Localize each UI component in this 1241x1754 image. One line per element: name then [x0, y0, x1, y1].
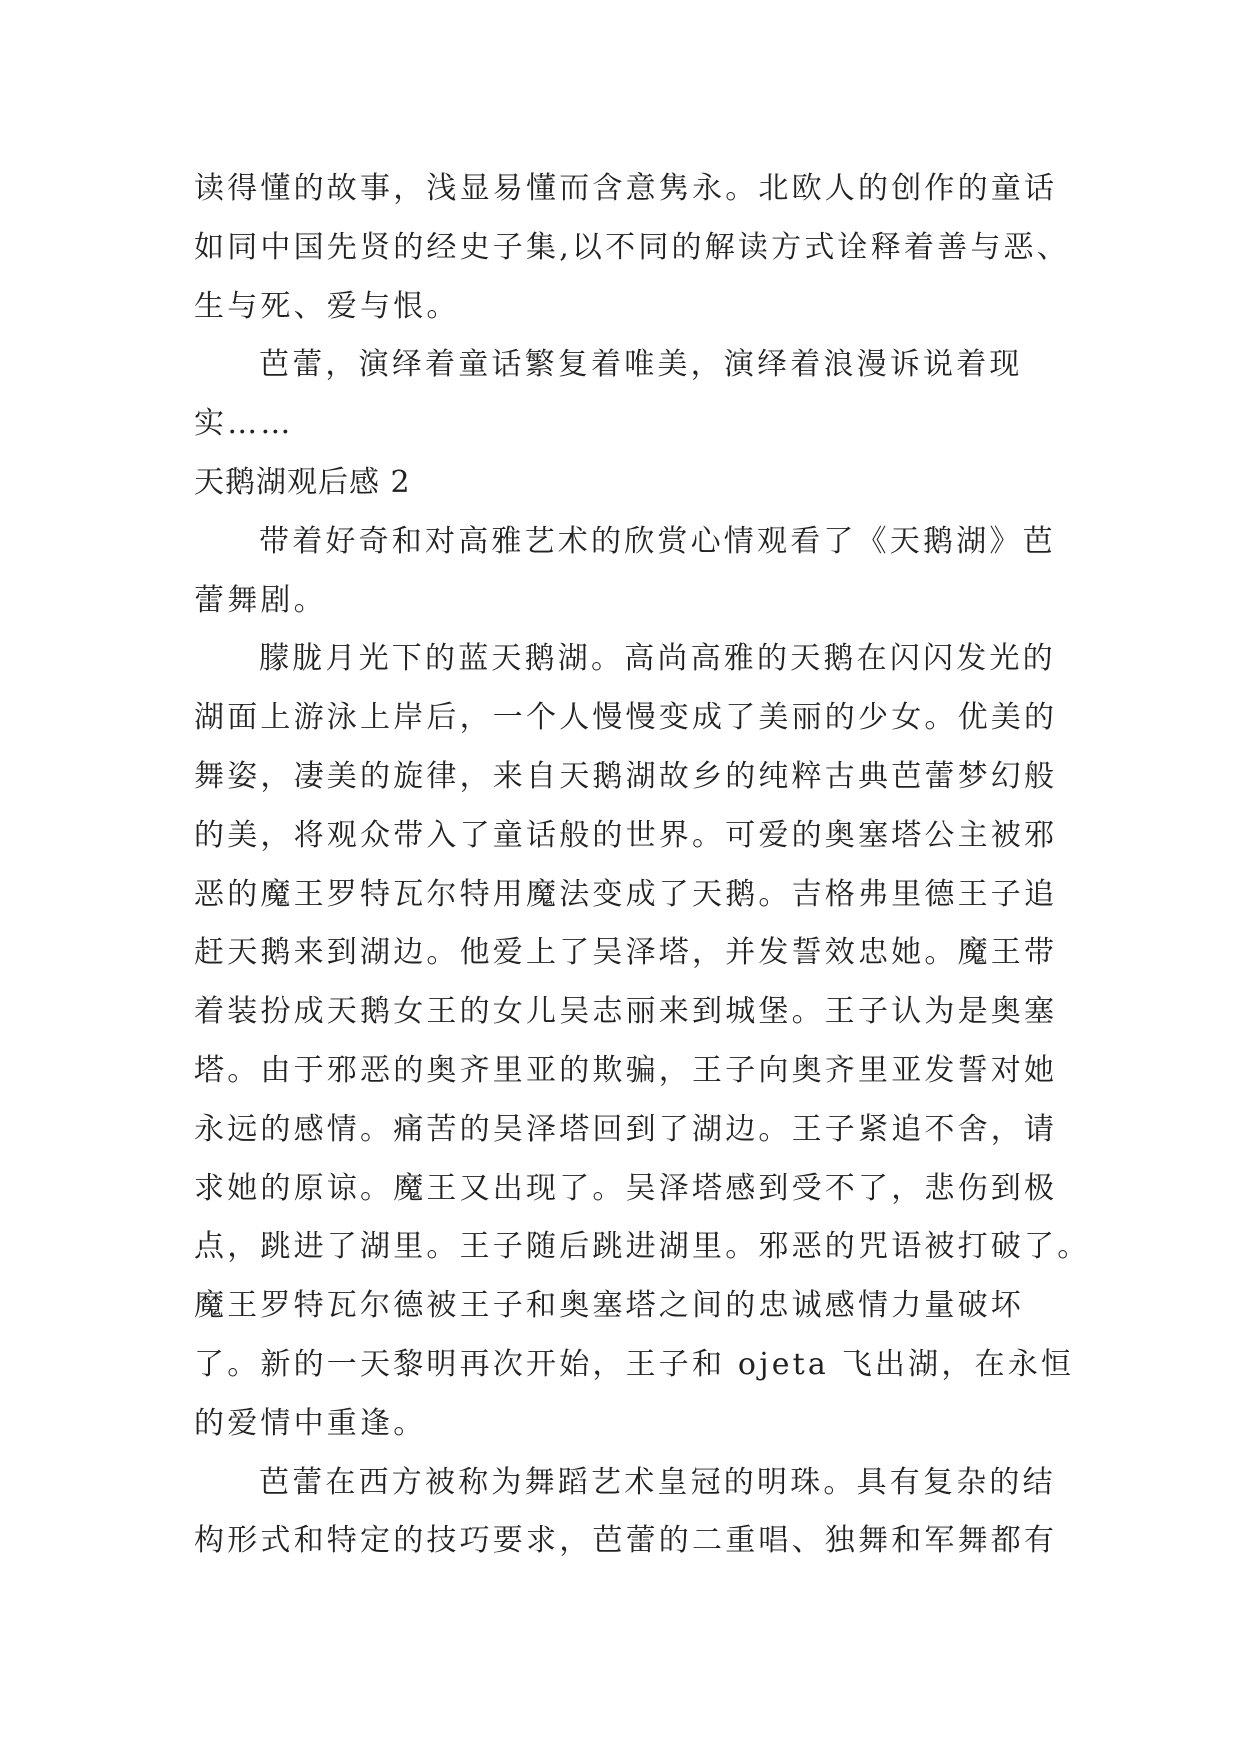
- paragraph-first-line: 带着好奇和对高雅艺术的欣赏心情观看了《天鹅湖》芭: [259, 523, 1056, 559]
- text-line: 如同中国先贤的经史子集,以不同的解读方式诠释着善与恶、: [194, 229, 1070, 265]
- text-line: 了。新的一天黎明再次开始，王子和 ojeta 飞出湖，在永恒: [194, 1346, 1075, 1382]
- text-line: 实……: [194, 406, 294, 442]
- text-line: 恶的魔王罗特瓦尔特用魔法变成了天鹅。吉格弗里德王子追: [194, 876, 1058, 912]
- text-line: 赶天鹅来到湖边。他爱上了吴泽塔，并发誓效忠她。魔王带: [194, 935, 1058, 971]
- text-line: 的爱情中重逢。: [194, 1405, 427, 1441]
- text-line: 着装扮成天鹅女王的女儿吴志丽来到城堡。王子认为是奥塞: [194, 994, 1058, 1030]
- text-line: 蕾舞剧。: [194, 582, 327, 618]
- section-heading: 天鹅湖观后感 2: [194, 464, 411, 500]
- text-line: 生与死、爱与恨。: [194, 288, 460, 324]
- text-line: 构形式和特定的技巧要求，芭蕾的二重唱、独舞和军舞都有: [194, 1523, 1058, 1559]
- text-line: 点，跳进了湖里。王子随后跳进湖里。邪恶的咒语被打破了。: [194, 1229, 1091, 1265]
- text-line: 舞姿，凄美的旋律，来自天鹅湖故乡的纯粹古典芭蕾梦幻般: [194, 758, 1058, 794]
- text-line: 湖面上游泳上岸后，一个人慢慢变成了美丽的少女。优美的: [194, 700, 1058, 736]
- text-line: 魔王罗特瓦尔德被王子和奥塞塔之间的忠诚感情力量破坏: [194, 1288, 1024, 1324]
- document-body: [194, 160, 1154, 1571]
- text-line: 读得懂的故事，浅显易懂而含意隽永。北欧人的创作的童话: [194, 171, 1058, 206]
- text-line: 的美，将观众带入了童话般的世界。可爱的奥塞塔公主被邪: [194, 817, 1058, 853]
- paragraph-first-line: 芭蕾，演绎着童话繁复着唯美，演绎着浪漫诉说着现: [259, 347, 1023, 383]
- paragraph-first-line: 芭蕾在西方被称为舞蹈艺术皇冠的明珠。具有复杂的结: [259, 1464, 1056, 1500]
- text-line: 永远的感情。痛苦的吴泽塔回到了湖边。王子紧追不舍，请: [194, 1111, 1058, 1147]
- text-line: 塔。由于邪恶的奥齐里亚的欺骗，王子向奥齐里亚发誓对她: [194, 1052, 1058, 1088]
- paragraph-first-line: 朦胧月光下的蓝天鹅湖。高尚高雅的天鹅在闪闪发光的: [259, 641, 1056, 677]
- text-line: 求她的原谅。魔王又出现了。吴泽塔感到受不了，悲伤到极: [194, 1170, 1058, 1206]
